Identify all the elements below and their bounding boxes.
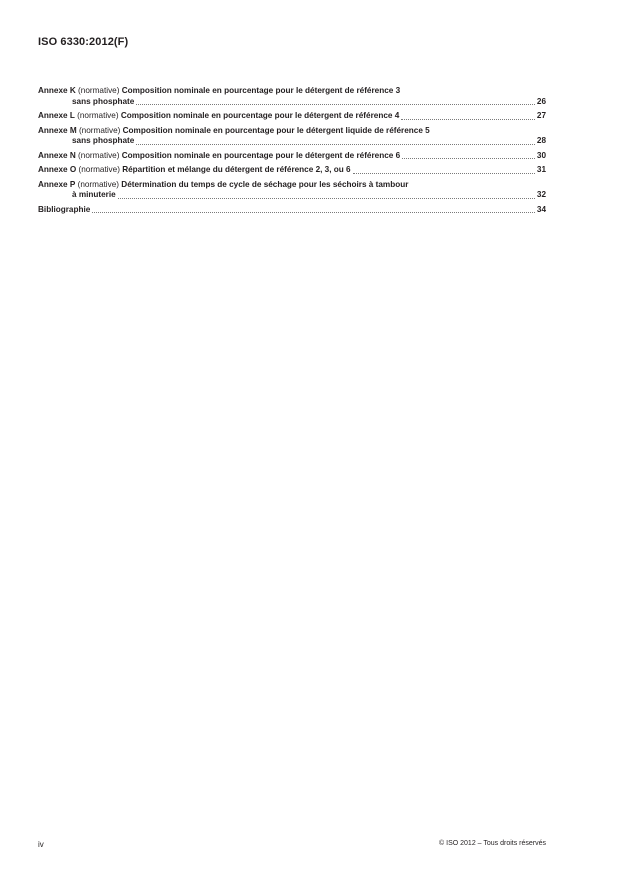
toc-entry-title: Composition nominale en pourcentage pour le détergent liquide de référence 5 [122,125,430,135]
toc-entry-label: Annexe M [38,125,77,135]
toc-entry-title-continued: à minuterie [72,190,116,199]
toc-entry-annexe-n[interactable] [38,151,546,162]
toc-entry-annexe-o[interactable] [38,165,546,176]
toc-entry-type: (normative) [78,165,120,174]
toc-page-number: 26 [536,96,546,106]
toc-entry-title: Composition nominale en pourcentage pour le détergent de référence 3 [121,86,401,95]
toc-page-number: 28 [536,136,546,145]
toc-entry-title-continued: sans phosphate [72,96,135,106]
toc-entry-type: (normative) [78,125,121,135]
footer-page-number: iv [38,840,44,849]
table-of-contents [38,86,546,219]
toc-leader-dots [92,211,535,213]
toc-leader-dots [136,103,535,105]
toc-leader-dots [402,157,535,159]
document-header: ISO 6330:2012(F) [38,36,129,48]
toc-page-number: 34 [536,204,546,214]
toc-entry-label: Bibliographie [38,204,91,214]
toc-entry-title-continued: sans phosphate [72,136,135,145]
toc-leader-dots [353,172,535,174]
toc-entry-bibliographie[interactable] [38,205,546,216]
toc-leader-dots [401,118,535,120]
toc-leader-dots [118,197,535,199]
toc-page-number: 31 [536,165,546,174]
toc-entry-title: Composition nominale en pourcentage pour le détergent de référence 4 [120,111,400,120]
toc-entry-type: (normative) [78,86,120,95]
toc-page-number: 32 [536,190,546,199]
toc-entry-label: Annexe N [38,150,76,160]
toc-entry-label: Annexe P [38,179,76,189]
toc-entry-title: Composition nominale en pourcentage pour le détergent de référence 6 [121,150,401,160]
toc-entry-label: Annexe K [38,86,76,95]
toc-page-number: 27 [536,111,546,120]
toc-entry-label: Annexe L [38,111,75,120]
toc-entry-label: Annexe O [38,165,77,174]
toc-entry-annexe-p[interactable] [38,180,546,201]
toc-entry-type: (normative) [77,179,119,189]
toc-entry-annexe-k[interactable] [38,86,546,107]
toc-entry-type: (normative) [78,150,120,160]
footer-copyright: © ISO 2012 – Tous droits réservés [439,840,546,847]
toc-entry-title: Répartition et mélange du détergent de référence 2, 3, ou 6 [122,165,351,174]
toc-entry-type: (normative) [77,111,119,120]
toc-entry-title: Détermination du temps de cycle de séchage pour les séchoirs à tambour [121,179,409,189]
toc-entry-annexe-l[interactable] [38,111,546,122]
toc-page-number: 30 [536,150,546,160]
toc-entry-annexe-m[interactable] [38,126,546,147]
toc-leader-dots [136,143,535,145]
